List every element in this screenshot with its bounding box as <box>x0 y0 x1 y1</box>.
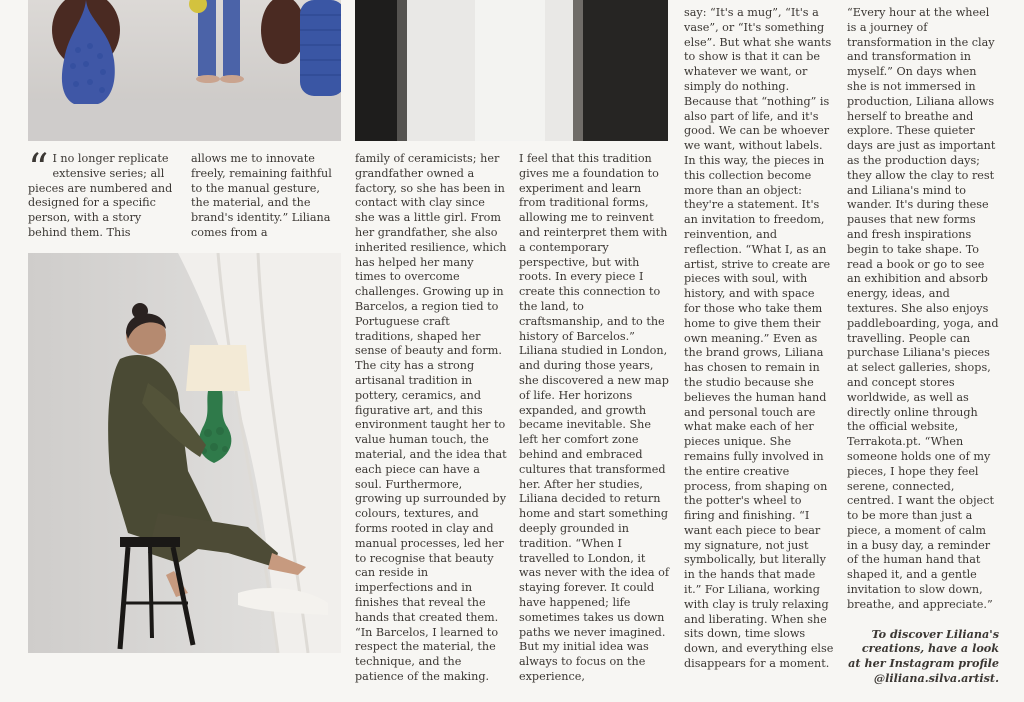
body-text-col3 <box>355 152 507 685</box>
paragraph: I no longer replicate extensive series; all pieces are numbered and designed for a specific person, with a story behind them. This <box>28 152 173 239</box>
photo-studio-top <box>355 0 668 141</box>
body-text-col5 <box>684 6 834 672</box>
instagram-credit: To discover Liliana's creations, have a look at her Instagram profile @liliana.silva.artist. <box>848 626 999 686</box>
drop-quote-mark: “ <box>28 146 49 192</box>
body-text-col1-top <box>28 146 178 241</box>
body-text-col2-top <box>191 152 341 241</box>
paragraph: I feel that this tradition gives me a foundation to experiment and learn from traditional forms, allowing me to reinvent and reinterpret them with a contemporary perspective, but with roots. In every piece I create this connection to the land, to craftsmanship, and to the history of Barcelos.” Liliana studied in London, and during those years, she discovered a new map of life. Her horizons expanded, and growth became inevitable. She left her comfort zone behind and embraced cultures that transformed her. After her studies, Liliana decided to return home and start something deeply grounded in tradition. “When I travelled to London, it was never with the idea of staying forever. It could have happened; life sometimes takes us down paths we never imagined. But my initial idea was always to focus on the experience, <box>519 152 669 683</box>
paragraph: allows me to innovate freely, remaining faithful to the manual gesture, the material, and the brand's identity.” Liliana comes from a <box>191 152 332 239</box>
body-text-col4 <box>519 152 669 685</box>
body-text-col6 <box>847 6 999 686</box>
paragraph: “Every hour at the wheel is a journey of transformation in the clay and transformation in myself.” On days when she is not immersed in production, Liliana allows herself to breathe and explore. These quieter days are just as important as the production days; they allow the clay to rest and Liliana's mind to wander. It's during these pauses that new forms and fresh inspirations begin to take shape. To read a book or go to see an exhibition and absorb energy, ideas, and textures. She also enjoys paddleboarding, yoga, and travelling. People can purchase Liliana's pieces at select galleries, shops, and concept stores worldwide, as well as directly online through the official website, Terrakota.pt. “When someone holds one of my pieces, I hope they feel serene, connected, centred. I want the object to be more than just a piece, a moment of calm in a busy day, a reminder of the human hand that shaped it, and a gentle invitation to slow down, breathe, and appreciate.” <box>847 6 999 611</box>
paragraph: say: “It's a mug”, “It's a vase”, or “It's something else”. But what she wants to show is that it can be whatever we want, or simply do nothing. Because that “nothing” is also part of life, and it's good. We can be whoever we want, without labels. In this way, the pieces in this collection become more than an object: they're a statement. It's an invitation to freedom, reinvention, and reflection. “What I, as an artist, strive to create are pieces with soul, with history, and with space for those who take them home to give them their own meaning.” Even as the brand grows, Liliana has chosen to remain in the studio because she believes the human hand and personal touch are what make each of her pieces unique. She remains fully involved in the entire creative process, from shaping on the potter's wheel to firing and finishing. “I want each piece to bear my signature, not just symbolically, but literally in the hands that made it.” For Liliana, working with clay is truly relaxing and liberating. When she sits down, time slows down, and everything else disappears for a moment. <box>684 6 834 671</box>
photo-liliana-seated <box>28 253 341 653</box>
paragraph: family of ceramicists; her grandfather owned a factory, so she has been in contact with clay since she was a little girl. From her grandfather, she also inherited resilience, which has helped her many times to overcome challenges. Growing up in Barcelos, a region tied to Portuguese craft traditions, shaped her sense of beauty and form. The city has a strong artisanal tradition in pottery, ceramics, and figurative art, and this environment taught her to value human touch, the material, and the idea that each piece can have a soul. Furthermore, growing up surrounded by colours, textures, and forms rooted in clay and manual processes, led her to recognise that beauty can reside in imperfections and in finishes that reveal the hands that created them. “In Barcelos, I learned to respect the material, the technique, and the patience of the making. <box>355 152 507 683</box>
photo-vases-top <box>28 0 341 141</box>
